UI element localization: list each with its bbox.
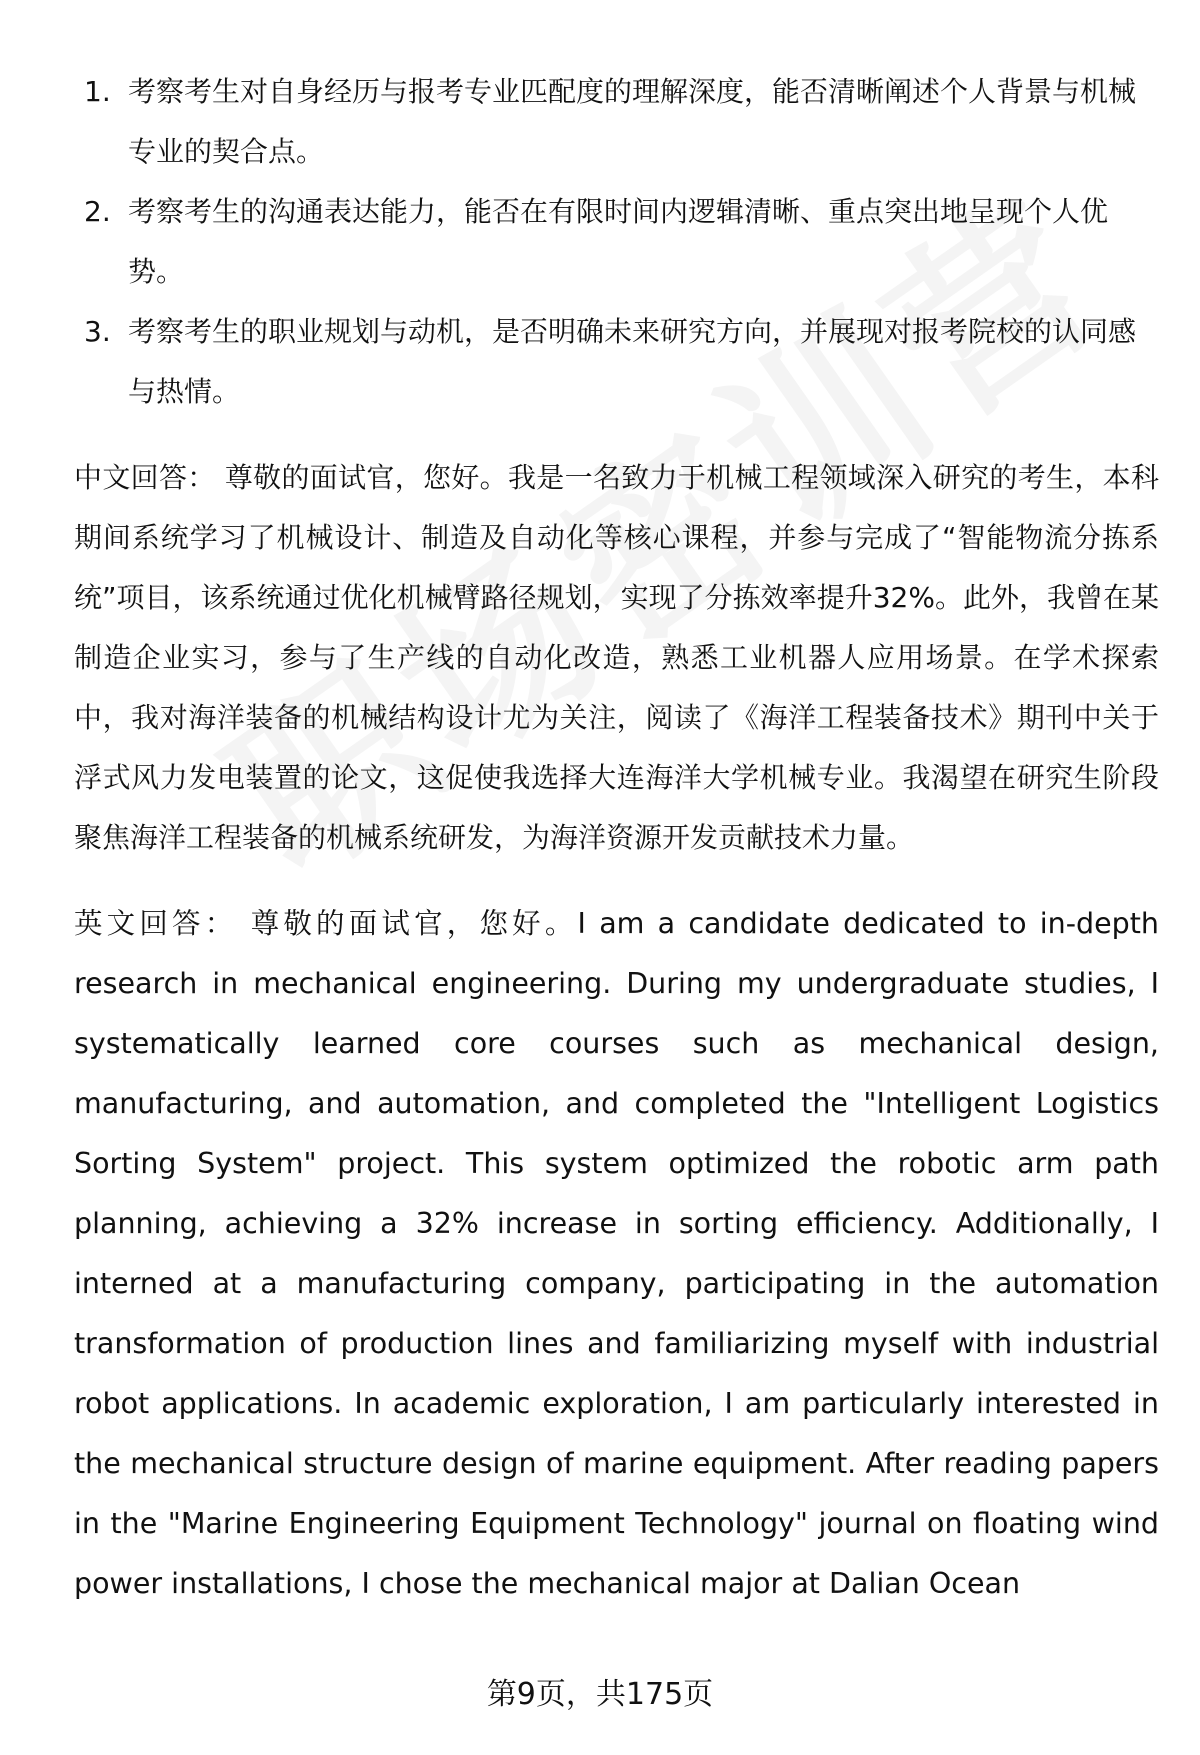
- list-item-text: 考察考生的沟通表达能力，能否在有限时间内逻辑清晰、重点突出地呈现个人优势。: [128, 195, 1109, 288]
- list-item-number: 2.: [84, 195, 111, 228]
- assessment-points-list: [74, 62, 1159, 422]
- document-page: [74, 62, 1159, 1614]
- english-answer-paragraph: [74, 894, 1159, 1614]
- chinese-answer-label: 中文回答：: [74, 461, 216, 494]
- list-item-number: 1.: [84, 75, 111, 108]
- page-number-footer: 第9页，共175页: [486, 1677, 714, 1712]
- list-item: [74, 302, 1159, 422]
- english-answer-text: 尊敬的面试官，您好。I am a candidate dedicated to in-depth research in mechanical engineering. During my undergraduate studies, I systematically learned core courses such as mechanical design, manufacturing, and automation, and completed the "Intelligent Logistics Sorting System" project. This system optimized the robotic arm path planning, achieving a 32% increase in sorting efficiency. Additionally, I interned at a manufacturing company, participating in the automation transformation of production lines and familiarizing myself with industrial robot applications. In academic exploration, I am particularly interested in the mechanical structure design of marine equipment. After reading papers in the "Marine Engineering Equipment Technology" journal on floating wind power installations, I chose the mechanical major at Dalian Ocean: [74, 907, 1159, 1600]
- english-answer-label: 英文回答：: [74, 907, 238, 940]
- list-item-number: 3.: [84, 315, 111, 348]
- list-item-text: 考察考生的职业规划与动机，是否明确未来研究方向，并展现对报考院校的认同感与热情。: [128, 315, 1137, 408]
- chinese-answer-text: 尊敬的面试官，您好。我是一名致力于机械工程领域深入研究的考生，本科期间系统学习了机械设计、制造及自动化等核心课程，并参与完成了“智能物流分拣系统”项目，该系统通过优化机械臂路径规划，实现了分拣效率提升32%。此外，我曾在某制造企业实习，参与了生产线的自动化改造，熟悉工业机器人应用场景。在学术探索中，我对海洋装备的机械结构设计尤为关注，阅读了《海洋工程装备技术》期刊中关于浮式风力发电装置的论文，这促使我选择大连海洋大学机械专业。我渴望在研究生阶段聚焦海洋工程装备的机械系统研发，为海洋资源开发贡献技术力量。: [74, 461, 1159, 854]
- list-item: [74, 182, 1159, 302]
- list-item-text: 考察考生对自身经历与报考专业匹配度的理解深度，能否清晰阐述个人背景与机械专业的契合点。: [128, 75, 1137, 168]
- chinese-answer-paragraph: [74, 448, 1159, 868]
- list-item: [74, 62, 1159, 182]
